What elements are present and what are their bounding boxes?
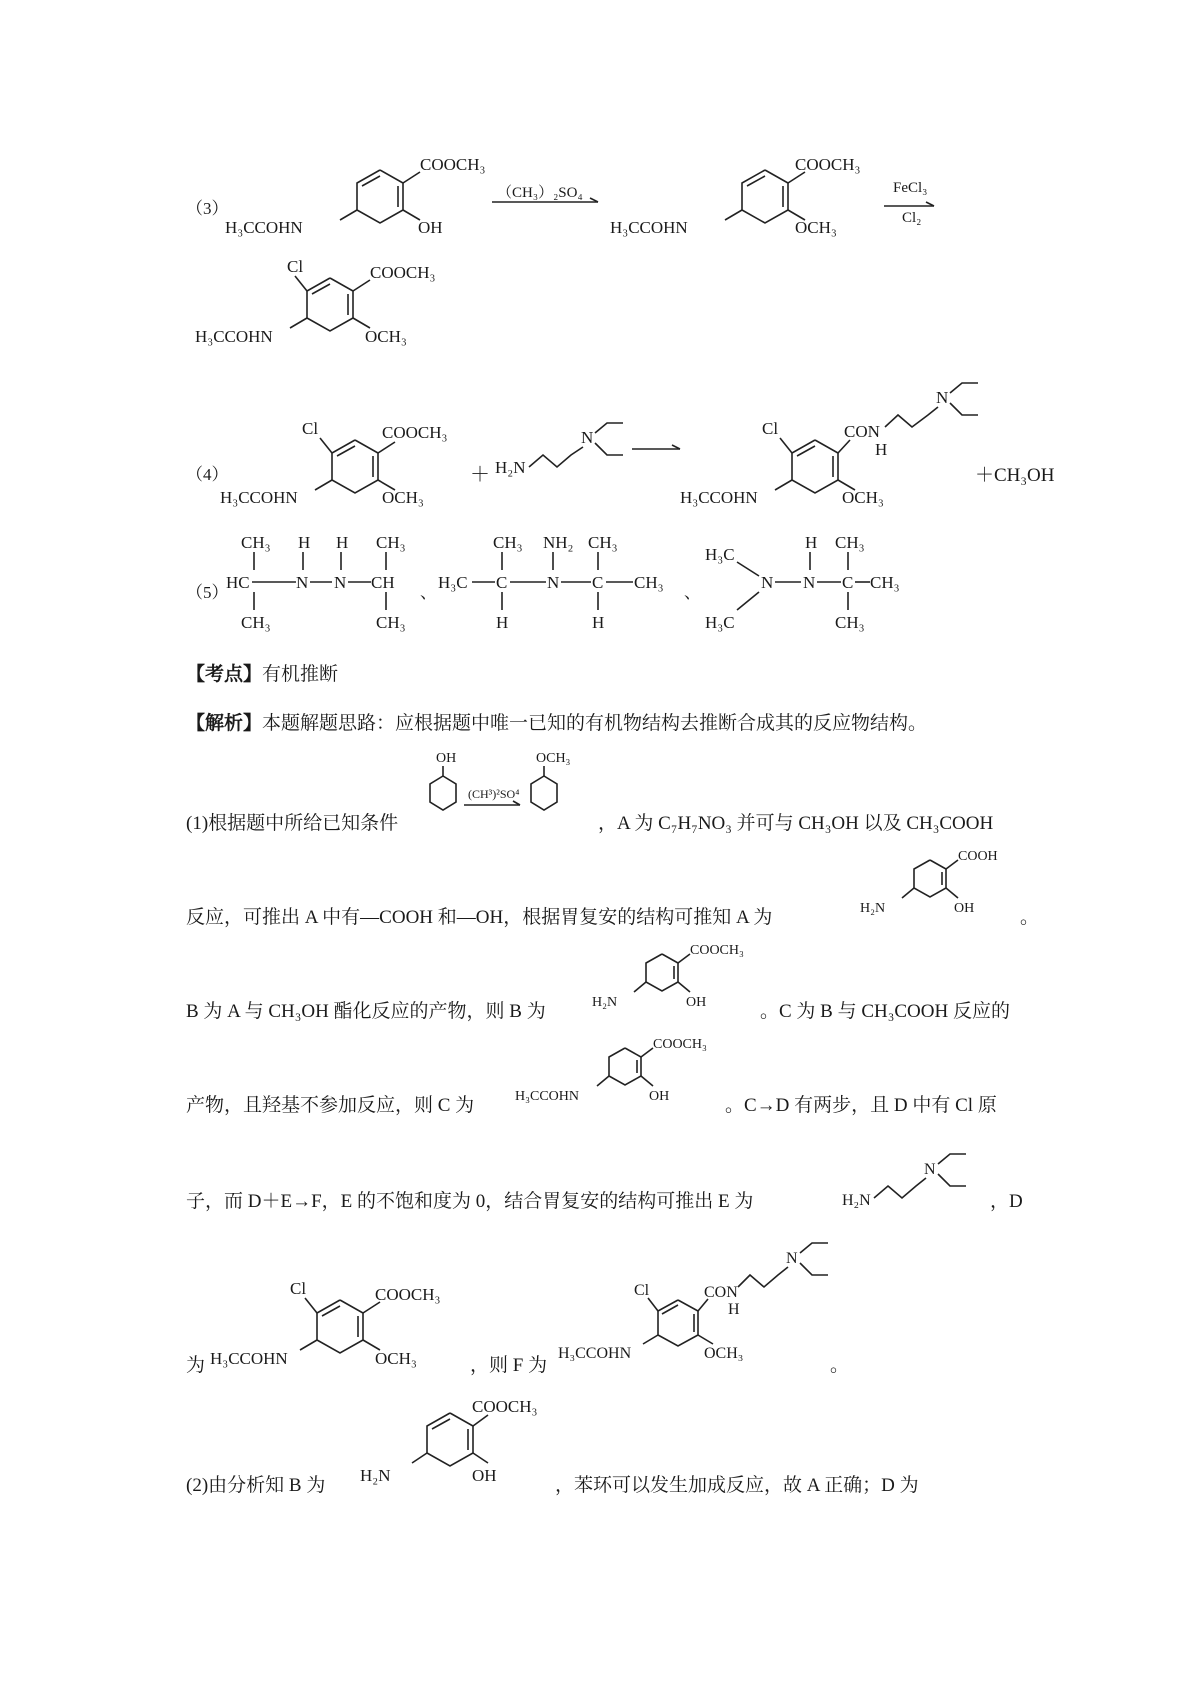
substituent-n: N — [936, 388, 949, 407]
kaodian-line — [186, 663, 338, 688]
h3c: H₃C — [438, 573, 468, 592]
q3-reagent-1: （CH₃）₂SO₄ — [497, 185, 583, 201]
substituent-left: H₂N — [860, 901, 886, 916]
substituent-cl: Cl — [302, 419, 319, 438]
p3-suffix: 。C 为 B 与 CH₃COOH 反应的 — [760, 1001, 1010, 1022]
substituent-left: H₃CCOHN — [210, 1349, 288, 1368]
p2-suffix: 。 — [1020, 907, 1040, 928]
jiexi-text: 本题解题思路：应根据题中唯一已知的有机物结构去推断合成其的反应物结构。 — [262, 713, 928, 734]
q4-molecule-1 — [220, 420, 460, 520]
substituent-left: H₃CCOHN — [195, 327, 273, 346]
n-1: N — [761, 573, 774, 592]
substituent-right: OCH₃ — [842, 488, 884, 507]
q4-amine — [495, 415, 625, 490]
p6-mid: ，则 F 为 — [470, 1355, 548, 1376]
p1-known-reaction — [408, 748, 598, 838]
substituent-right: OH — [649, 1089, 670, 1104]
p5-prefix: 子，而 D＋E→F，E 的不饱和度为 0，结合胃复安的结构可推出 E 为 — [186, 1191, 754, 1212]
h: H — [805, 533, 818, 552]
amine-n: N — [581, 428, 594, 447]
substituent-right: OH — [418, 218, 443, 237]
substituent-left: H₃CCOHN — [680, 488, 758, 507]
n: N — [547, 573, 560, 592]
substituent-right: OCH₃ — [795, 218, 837, 237]
q3-molecule-1 — [220, 150, 486, 250]
substituent-top: COOCH₃ — [420, 155, 486, 174]
n-2: N — [334, 573, 347, 592]
c-2: C — [592, 573, 604, 592]
p4-molecule-c — [515, 1036, 725, 1116]
q5-separator-2: 、 — [684, 583, 701, 602]
q4-plus: ＋ — [470, 464, 490, 486]
q5-number: （5） — [186, 583, 229, 602]
substituent-top: COOCH₃ — [375, 1285, 441, 1304]
substituent-left: H₂N — [592, 995, 618, 1010]
q5-structure-1 — [226, 530, 426, 640]
p7-suffix: ，苯环可以发生加成反应，故 A 正确；D 为 — [555, 1475, 919, 1496]
substituent-top: COOCH₃ — [795, 155, 861, 174]
substituent-top: COOH — [958, 849, 998, 864]
q3-number: （3） — [186, 199, 229, 218]
p5-molecule-e — [842, 1140, 982, 1215]
q4-molecule-2 — [680, 375, 980, 525]
ch3-bottom: CH₃ — [835, 613, 865, 632]
substituent-con: CON — [704, 1284, 738, 1301]
ch3-b: CH₃ — [588, 533, 618, 552]
q3-arrow-1 — [490, 195, 610, 209]
substituent-left: H₃CCOHN — [220, 488, 298, 507]
h-1: H — [298, 533, 311, 552]
substituent-right: OCH₃ — [382, 488, 424, 507]
substituent-nh: H — [875, 440, 888, 459]
ch3-bottom-left: CH₃ — [241, 613, 271, 632]
p7-molecule-b — [360, 1395, 560, 1505]
q4-byproduct: ＋CH₃OH — [975, 465, 1055, 486]
ch3-top-right: CH₃ — [376, 533, 406, 552]
substituent-n: N — [786, 1250, 798, 1267]
q4-number: （4） — [186, 465, 229, 484]
p2-molecule-a — [860, 848, 1020, 928]
substituent-nh: H — [728, 1301, 740, 1318]
p6-molecule-d — [210, 1270, 470, 1380]
q5-structure-3 — [705, 530, 905, 640]
p7-prefix: (2)由分析知 B 为 — [186, 1475, 326, 1496]
q5-structure-2 — [438, 530, 678, 640]
p3-molecule-b — [592, 942, 762, 1022]
substituent-cl: Cl — [290, 1279, 307, 1298]
c: C — [842, 573, 854, 592]
substituent-right: OH — [686, 995, 707, 1010]
anisole-och3: OCH₃ — [536, 751, 571, 766]
p6-prefix: 为 — [186, 1355, 206, 1376]
substituent-left: H₃CCOHN — [225, 218, 303, 237]
h-a: H — [496, 613, 509, 632]
p1-suffix: ，A 为 C₇H₇NO₃ 并可与 CH₃OH 以及 CH₃COOH — [598, 813, 994, 834]
kaodian-tag: 【考点】 — [186, 664, 263, 685]
h-2: H — [336, 533, 349, 552]
q3-reagent-2-top: FeCl₃ — [893, 180, 928, 196]
q3-molecule-2 — [610, 150, 880, 250]
p6-suffix: 。 — [830, 1355, 850, 1376]
phenol-oh: OH — [436, 751, 457, 766]
substituent-cl: Cl — [634, 1282, 650, 1299]
ch: CH — [371, 573, 395, 592]
ch3-bottom-right: CH₃ — [376, 613, 406, 632]
q3-reagent-2-bottom: Cl₂ — [902, 210, 922, 226]
h3c-bottom: H₃C — [705, 613, 735, 632]
substituent-top: COOCH₃ — [472, 1397, 538, 1416]
ch3-top-left: CH₃ — [241, 533, 271, 552]
substituent-con: CON — [844, 422, 880, 441]
substituent-top: COOCH₃ — [370, 263, 436, 282]
p4-prefix: 产物，且羟基不参加反应，则 C 为 — [186, 1095, 475, 1116]
kaodian-text: 有机推断 — [262, 664, 339, 685]
jiexi-tag: 【解析】 — [186, 713, 263, 734]
hc: HC — [226, 573, 250, 592]
substituent-left: H₃CCOHN — [558, 1345, 632, 1362]
substituent-right: OH — [472, 1466, 497, 1485]
c-1: C — [496, 573, 508, 592]
substituent-right: OCH₃ — [704, 1345, 744, 1362]
substituent-right: OCH₃ — [365, 327, 407, 346]
n-2: N — [803, 573, 816, 592]
ch3-right: CH₃ — [870, 573, 900, 592]
substituent-top: COOCH₃ — [653, 1037, 707, 1052]
substituent-left: H₃CCOHN — [515, 1089, 579, 1104]
substituent-top: COOCH₃ — [382, 423, 448, 442]
amine-h2n: H₂N — [495, 458, 526, 477]
p2-prefix: 反应，可推出 A 中有—COOH 和—OH，根据胃复安的结构可推知 A 为 — [186, 907, 773, 928]
ch3-a: CH₃ — [493, 533, 523, 552]
q4-arrow — [630, 442, 685, 456]
h-b: H — [592, 613, 605, 632]
p1-prefix: (1)根据题中所给已知条件 — [186, 813, 399, 834]
p3-prefix: B 为 A 与 CH₃OH 酯化反应的产物，则 B 为 — [186, 1001, 546, 1022]
nh2: NH₂ — [543, 533, 574, 552]
amine-h2n: H₂N — [842, 1192, 871, 1209]
ch3-top: CH₃ — [835, 533, 865, 552]
substituent-top: COOCH₃ — [690, 943, 744, 958]
p4-suffix: 。C→D 有两步，且 D 中有 Cl 原 — [725, 1095, 997, 1116]
q3-molecule-3 — [195, 258, 455, 358]
p6-molecule-f — [558, 1225, 838, 1375]
ch3-end: CH₃ — [634, 573, 664, 592]
p5-suffix: ，D — [990, 1191, 1023, 1212]
n-1: N — [296, 573, 309, 592]
substituent-right: OCH₃ — [375, 1349, 417, 1368]
amine-n: N — [924, 1161, 936, 1178]
substituent-left: H₂N — [360, 1466, 391, 1485]
q5-separator-1: 、 — [420, 583, 437, 602]
substituent-left: H₃CCOHN — [610, 218, 688, 237]
h3c-top: H₃C — [705, 545, 735, 564]
reagent: (CH³)²SO⁴ — [468, 787, 520, 801]
substituent-right: OH — [954, 901, 975, 916]
substituent-cl: Cl — [762, 419, 779, 438]
jiexi-line — [186, 712, 927, 737]
substituent-cl: Cl — [287, 257, 304, 276]
